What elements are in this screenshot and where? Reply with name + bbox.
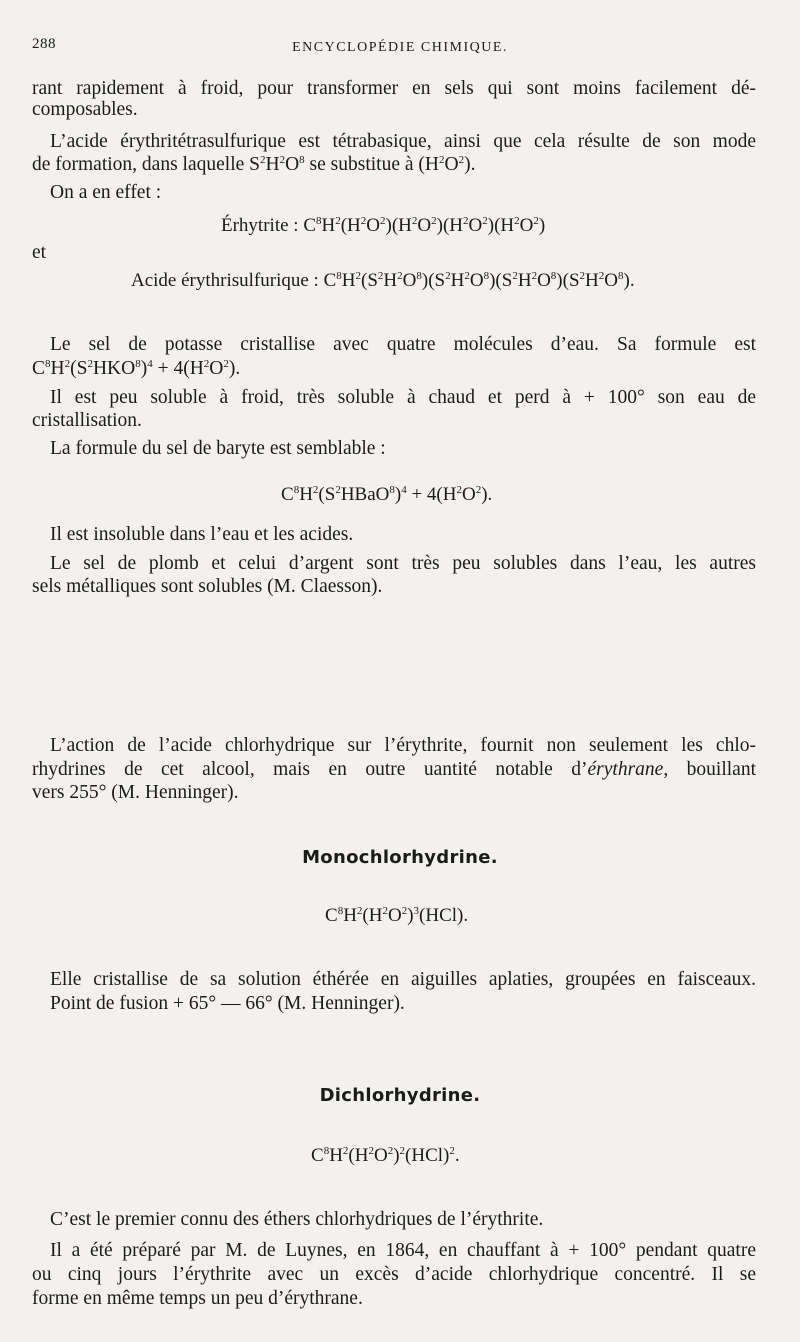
text-line: L’action de l’acide chlorhydrique sur l’érythrite, fournit non seulement les chlo- bbox=[50, 735, 756, 756]
text-line: et bbox=[32, 242, 47, 263]
text-line: Il est insoluble dans l’eau et les acides. bbox=[50, 524, 354, 545]
section-heading: Dichlorhydrine. bbox=[319, 1085, 481, 1106]
text-line: rant rapidement à froid, pour transformer en sels qui sont moins facilement dé- bbox=[32, 78, 756, 99]
formula-monochlorhydrine: $C^8H^2(H^2O^2)^3(HCl)$. bbox=[325, 905, 469, 926]
text-line: cristallisation. bbox=[32, 410, 142, 431]
text-line: forme en même temps un peu d’érythrane. bbox=[32, 1288, 363, 1309]
text-line: de formation, dans laquelle $S^2H^2O^8$ se substitue à $(H^2O^2)$. bbox=[32, 154, 476, 175]
text-line: Point de fusion + 65° — 66° (M. Henninger). bbox=[50, 993, 405, 1014]
text-line: Il a été préparé par M. de Luynes, en 1864, en chauffant à + 100° pendant quatre bbox=[50, 1240, 756, 1261]
text-line: ou cinq jours l’érythrite avec un excès d’acide chlorhydrique concentré. Il se bbox=[32, 1264, 756, 1285]
text-line: Le sel de plomb et celui d’argent sont très peu solubles dans l’eau, les autres bbox=[50, 553, 756, 574]
running-title: ENCYCLOPÉDIE CHIMIQUE. bbox=[292, 40, 508, 55]
text-line: La formule du sel de baryte est semblable : bbox=[50, 438, 386, 459]
formula-dichlorhydrine: $C^8H^2(H^2O^2)^2(HCl)^2$. bbox=[311, 1145, 460, 1166]
text-line: rhydrines de cet alcool, mais en outre uantité notable d’érythrane, bouillant bbox=[32, 759, 756, 780]
page-number: 288 bbox=[32, 36, 56, 52]
text-line: Le sel de potasse cristallise avec quatre molécules d’eau. Sa formule est bbox=[50, 334, 756, 355]
text-line: C’est le premier connu des éthers chlorhydriques de l’érythrite. bbox=[50, 1209, 544, 1230]
formula-erythrite: Érhytrite : $C^8H^2(H^2O^2)(H^2O^2)(H^2O^2)(H^2O^2)$ bbox=[221, 215, 546, 236]
formula-potassium-salt: $C^8H^2(S^2HKO^8)^4 + 4(H^2O^2)$. bbox=[32, 358, 241, 379]
text-line: Il est peu soluble à froid, très soluble à chaud et perd à + 100° son eau de bbox=[50, 387, 756, 408]
text-line: On a en effet : bbox=[50, 182, 162, 203]
text-line: sels métalliques sont solubles (M. Claesson). bbox=[32, 576, 383, 597]
section-heading: Monochlorhydrine. bbox=[302, 847, 498, 868]
formula-barium-salt: $C^8H^2(S^2HBaO^8)^4 + 4(H^2O^2)$. bbox=[281, 484, 493, 505]
text-line: vers 255° (M. Henninger). bbox=[32, 782, 239, 803]
text-line: L’acide érythritétrasulfurique est tétrabasique, ainsi que cela résulte de son mode bbox=[50, 131, 756, 152]
formula-erythrisulfuric-acid: Acide érythrisulfurique : $C^8H^2(S^2H^2O^8)(S^2H^2O^8)(S^2H^2O^8)(S^2H^2O^8)$. bbox=[131, 270, 635, 291]
text-line: composables. bbox=[32, 99, 138, 120]
text-line: Elle cristallise de sa solution éthérée en aiguilles aplaties, groupées en faisceaux. bbox=[50, 969, 756, 990]
